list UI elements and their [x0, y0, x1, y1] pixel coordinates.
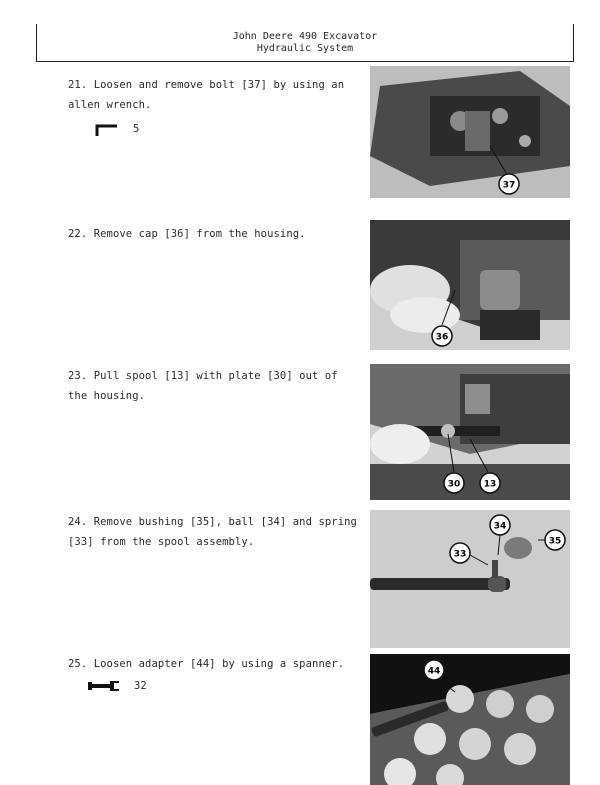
callout-36	[432, 326, 452, 346]
spanner-icon	[88, 680, 120, 692]
callout-33	[450, 543, 470, 563]
step-number: 22.	[68, 228, 88, 240]
allen-wrench-icon	[95, 122, 119, 136]
photo-step-22	[370, 220, 570, 350]
header-subtitle: Hydraulic System	[256, 43, 354, 54]
step-23	[68, 366, 358, 406]
tool-allen-wrench	[95, 122, 139, 136]
step-number: 24.	[68, 516, 88, 528]
callout-30	[444, 473, 464, 493]
svg-text:13: 13	[483, 479, 497, 490]
step-text: Remove cap [36] from the housing.	[93, 228, 306, 240]
svg-text:33: 33	[453, 549, 467, 560]
step-text: Loosen adapter [44] by using a spanner.	[93, 658, 345, 670]
tool-spanner	[88, 680, 147, 692]
photo-step-25	[370, 654, 570, 785]
step-number: 21.	[68, 79, 88, 91]
header-title: John Deere 490 Excavator	[232, 31, 378, 42]
svg-text:37: 37	[502, 180, 516, 191]
svg-text:44: 44	[427, 666, 441, 677]
step-21	[68, 75, 358, 115]
svg-text:36: 36	[435, 332, 449, 343]
step-number: 23.	[68, 370, 88, 382]
step-25	[68, 654, 358, 674]
photo-step-24	[370, 510, 570, 648]
step-text: Pull spool [13] with plate [30] out of the housing.	[68, 370, 338, 402]
svg-text:35: 35	[548, 536, 562, 547]
step-text: Loosen and remove bolt [37] by using an allen wrench.	[68, 79, 345, 111]
step-text: Remove bushing [35], ball [34] and spring [33] from the spool assembly.	[68, 516, 357, 548]
photo-step-21	[370, 66, 570, 198]
step-24	[68, 512, 358, 552]
photo-step-23	[370, 364, 570, 500]
callout-37	[499, 174, 519, 194]
callout-35	[545, 530, 565, 550]
svg-text:34: 34	[493, 521, 507, 532]
callout-13	[480, 473, 500, 493]
step-22	[68, 224, 358, 244]
page-header	[36, 24, 574, 62]
callout-44	[424, 660, 444, 680]
tool-size: 5	[133, 123, 140, 135]
svg-text:30: 30	[447, 479, 461, 490]
callout-34	[490, 515, 510, 535]
step-number: 25.	[68, 658, 88, 670]
tool-size: 32	[134, 680, 147, 692]
